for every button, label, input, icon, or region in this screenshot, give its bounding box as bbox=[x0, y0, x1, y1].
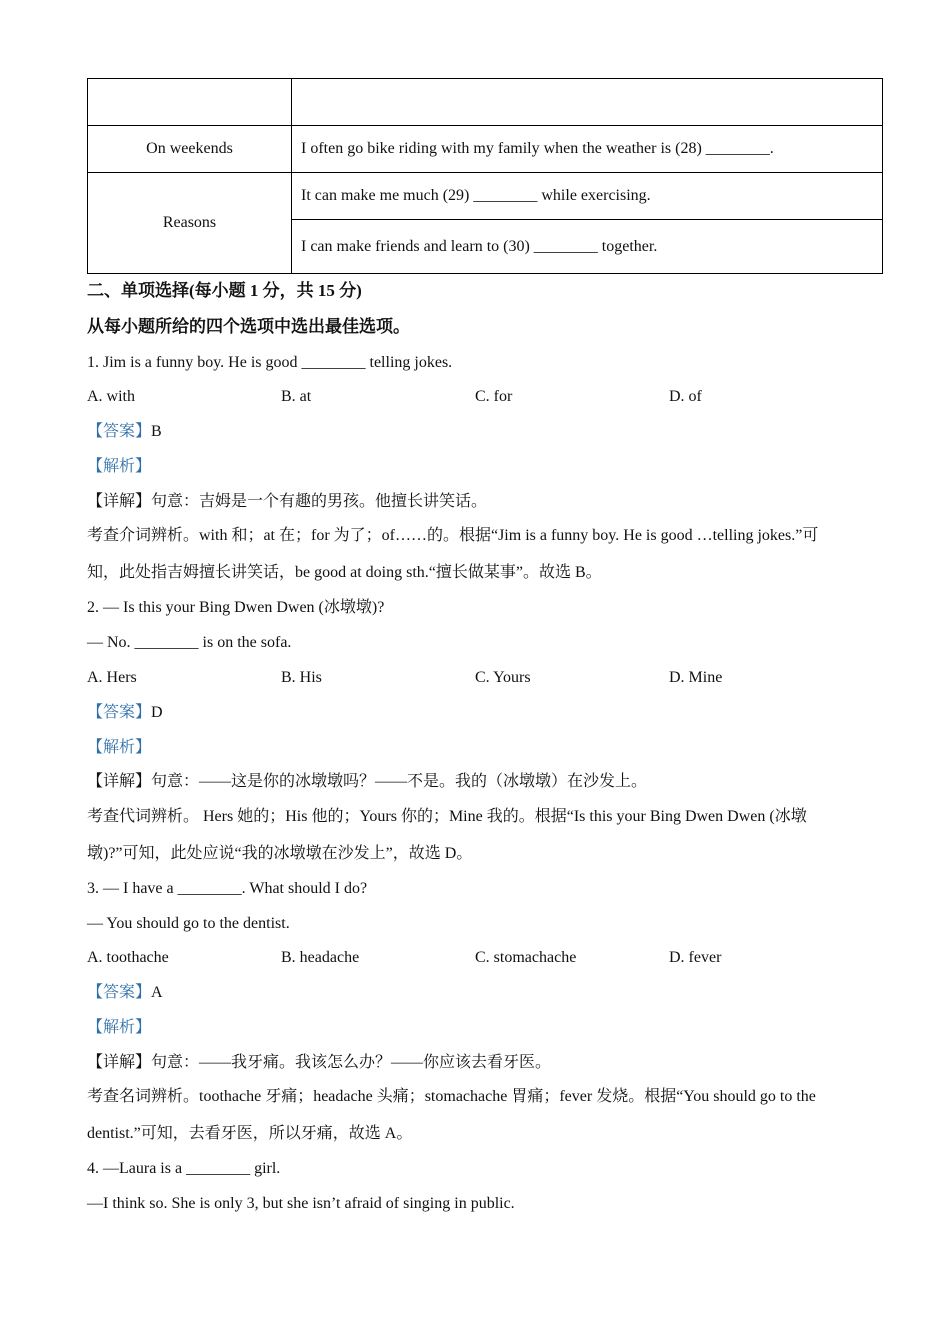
answer-value: B bbox=[151, 423, 162, 440]
answer-value: A bbox=[151, 984, 163, 1001]
question-stem: 2. — Is this your Bing Dwen Dwen (冰墩墩)? bbox=[87, 599, 385, 616]
table-cell-label: Reasons bbox=[88, 173, 292, 274]
option-b: B. at bbox=[281, 388, 312, 405]
explanation-text: 考查代词辨析。 Hers 她的；His 他的；Yours 你的；Mine 我的。根据“Is this your Bing Dwen Dwen (冰墩 bbox=[87, 808, 807, 825]
question-stem: — No. ________ is on the sofa. bbox=[87, 634, 292, 651]
question-stem: 3. — I have a ________. What should I do? bbox=[87, 880, 368, 897]
table-wrap bbox=[87, 78, 883, 274]
explanation-text: 墩)?”可知，此处应说“我的冰墩墩在沙发上”，故选 D。 bbox=[87, 845, 473, 862]
answer-line bbox=[87, 422, 162, 442]
table-row bbox=[88, 126, 883, 173]
section-title: 二、单项选择(每小题 1 分，共 15 分) bbox=[87, 281, 362, 300]
option-a: A. Hers bbox=[87, 669, 137, 686]
explanation-text: 考查名词辨析。toothache 牙痛；headache 头痛；stomachache 胃痛；fever 发烧。根据“You should go to the bbox=[87, 1088, 816, 1105]
table-cell-text: I can make friends and learn to (30) ________ together. bbox=[292, 220, 883, 274]
option-a: A. with bbox=[87, 388, 135, 405]
answer-value: D bbox=[151, 704, 163, 721]
option-c: C. stomachache bbox=[475, 949, 577, 966]
answer-tag: 【答案】 bbox=[87, 984, 152, 1001]
option-c: C. Yours bbox=[475, 669, 531, 686]
question-stem: 1. Jim is a funny boy. He is good ________ telling jokes. bbox=[87, 354, 453, 371]
explanation-text: 考查介词辨析。with 和；at 在；for 为了；of……的。根据“Jim is a funny boy. He is good …telling jokes.”可 bbox=[87, 527, 819, 544]
section-instruction: 从每小题所给的四个选项中选出最佳选项。 bbox=[87, 317, 410, 336]
table-cell bbox=[292, 79, 883, 126]
explanation-text: dentist.”可知，去看牙医，所以牙痛，故选 A。 bbox=[87, 1125, 413, 1142]
detail-text: 【详解】句意：吉姆是一个有趣的男孩。他擅长讲笑话。 bbox=[87, 493, 488, 510]
question-stem: — You should go to the dentist. bbox=[87, 915, 290, 932]
option-d: D. fever bbox=[669, 949, 722, 966]
table-cell bbox=[88, 79, 292, 126]
table-row bbox=[88, 173, 883, 220]
option-b: B. His bbox=[281, 669, 322, 686]
question-stem: —I think so. She is only 3, but she isn’t afraid of singing in public. bbox=[87, 1195, 515, 1212]
analysis-tag: 【解析】 bbox=[87, 739, 152, 756]
answer-line bbox=[87, 703, 163, 723]
answer-tag: 【答案】 bbox=[87, 423, 152, 440]
question-stem: 4. —Laura is a ________ girl. bbox=[87, 1160, 281, 1177]
table-cell-text: I often go bike riding with my family when the weather is (28) ________. bbox=[292, 126, 883, 173]
table-cell-label: On weekends bbox=[88, 126, 292, 173]
option-a: A. toothache bbox=[87, 949, 169, 966]
answer-tag: 【答案】 bbox=[87, 704, 152, 721]
table-cell-text: It can make me much (29) ________ while exercising. bbox=[292, 173, 883, 220]
option-d: D. of bbox=[669, 388, 702, 405]
option-d: D. Mine bbox=[669, 669, 723, 686]
analysis-tag: 【解析】 bbox=[87, 458, 152, 475]
analysis-tag: 【解析】 bbox=[87, 1019, 152, 1036]
detail-text: 【详解】句意：——这是你的冰墩墩吗？——不是。我的（冰墩墩）在沙发上。 bbox=[87, 773, 648, 790]
option-c: C. for bbox=[475, 388, 513, 405]
summary-table bbox=[87, 78, 883, 274]
table-row bbox=[88, 79, 883, 126]
option-b: B. headache bbox=[281, 949, 360, 966]
detail-text: 【详解】句意：——我牙痛。我该怎么办？——你应该去看牙医。 bbox=[87, 1054, 552, 1071]
explanation-text: 知，此处指吉姆擅长讲笑话，be good at doing sth.“擅长做某事”。故选 B。 bbox=[87, 564, 602, 581]
answer-line bbox=[87, 983, 163, 1003]
